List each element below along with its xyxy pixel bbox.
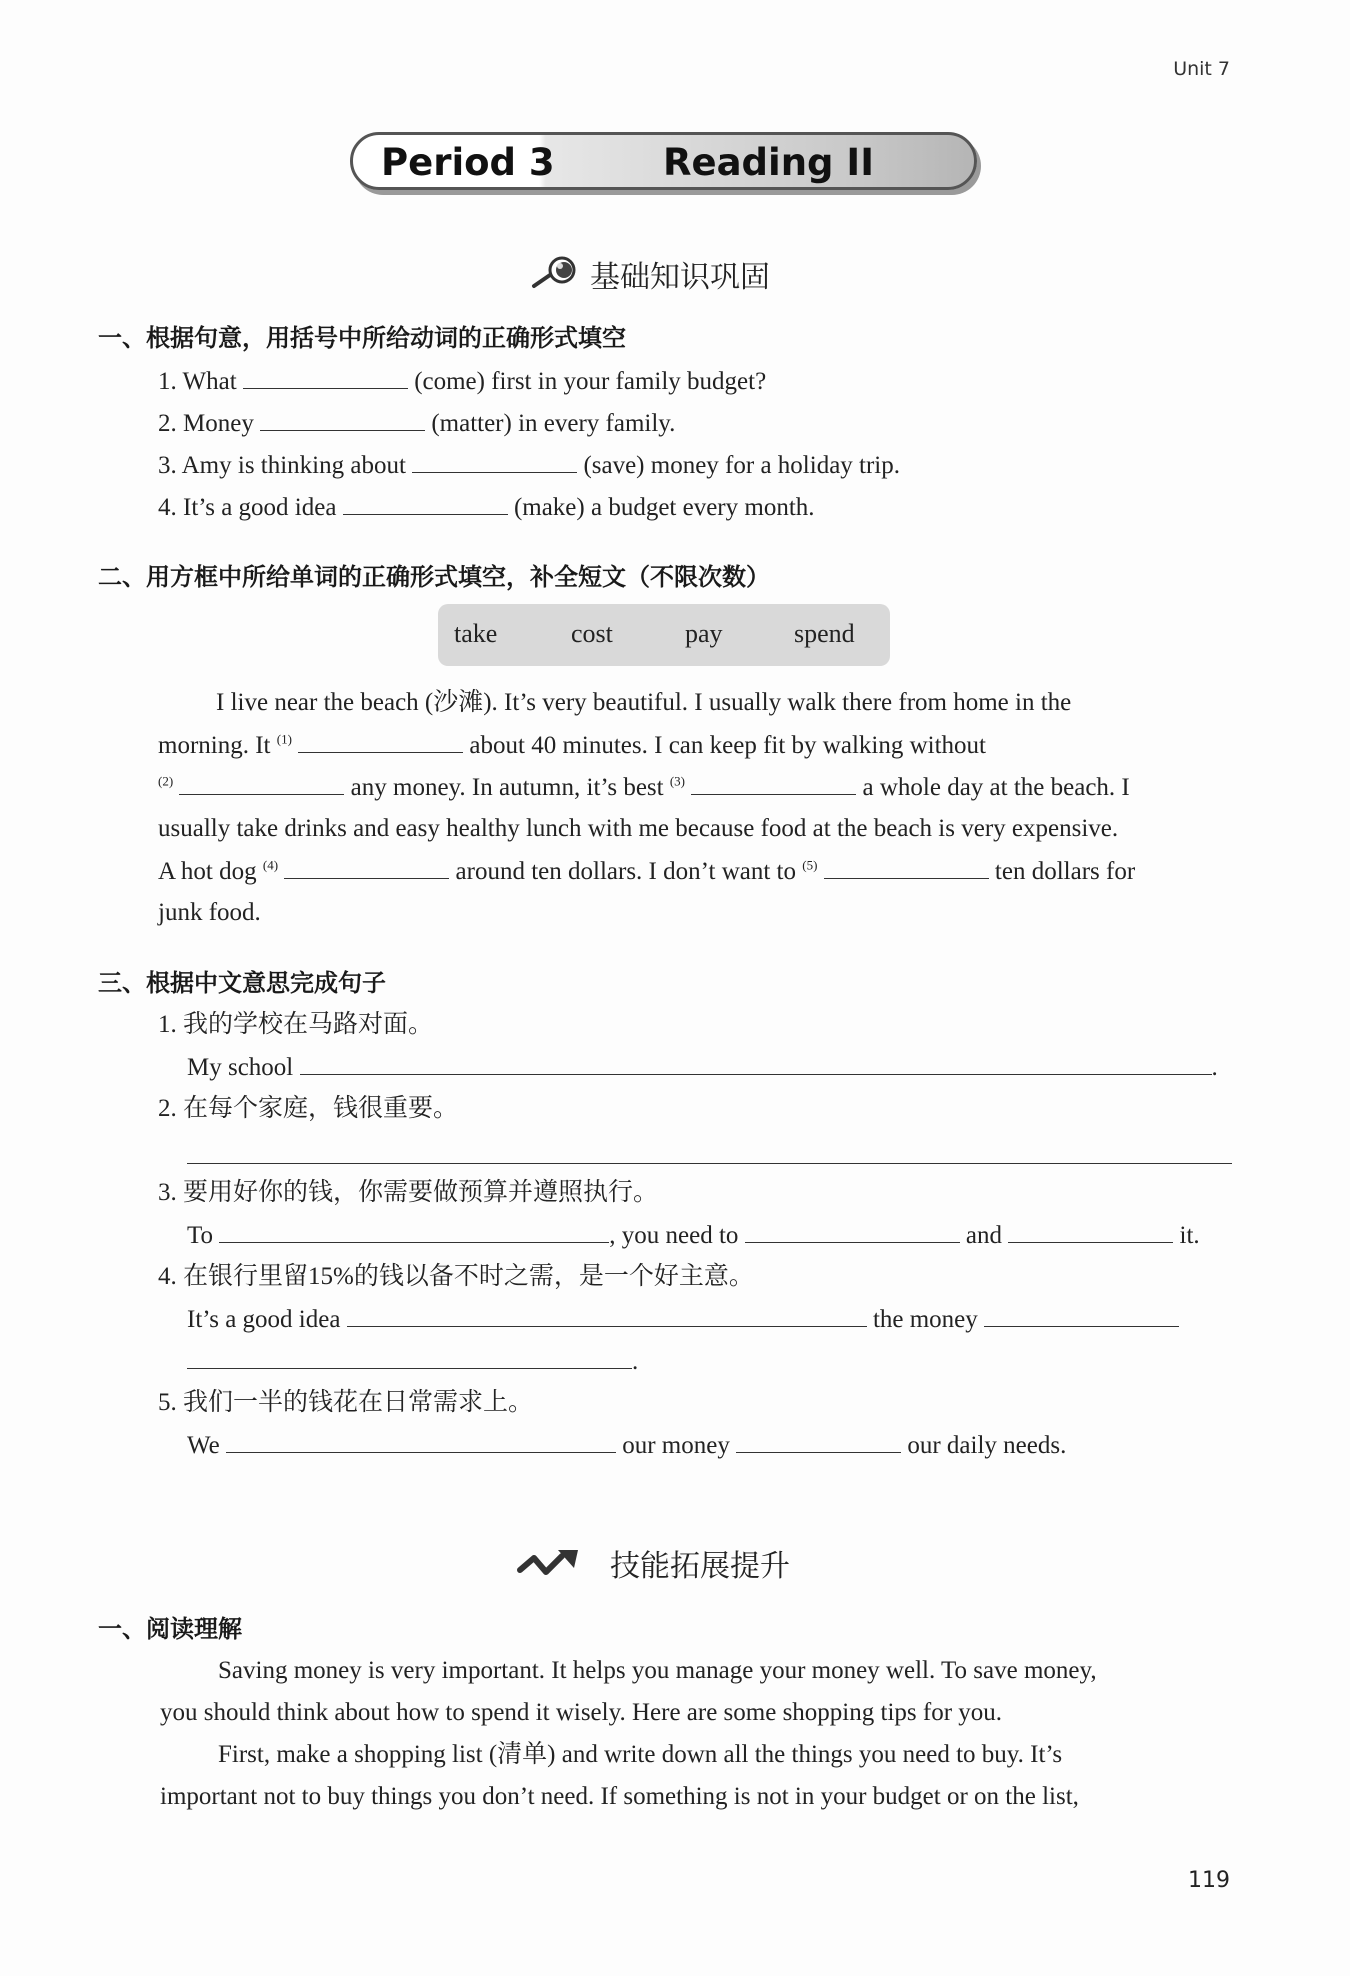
part-label-reading: 一、阅读理解 [98, 1615, 242, 1643]
chinese-prompt: 1. 我的学校在马路对面。 [158, 1011, 434, 1038]
answer-blank[interactable] [300, 1054, 1212, 1075]
reading-line: Saving money is very important. It helps you manage your money well. To save money, [218, 1657, 1097, 1684]
passage-line: $^{(2)}$ any money. In autumn, it’s best $^{(3)}$ a whole day at the beach. I [158, 773, 1130, 801]
blank-number: (3) [669, 773, 686, 789]
item-prefix: 2. Money [158, 410, 254, 437]
answer-line: We our money our daily needs. [187, 1432, 1067, 1459]
answer-blank[interactable] [824, 858, 989, 879]
item-suffix: (matter) in every family. [431, 410, 676, 437]
word-box-item: spend [794, 619, 855, 648]
answer-line: My school . [187, 1054, 1218, 1081]
answer-line: . [187, 1348, 638, 1374]
item-suffix: (come) first in your family budget? [414, 368, 767, 395]
part-label-translation: 三、根据中文意思完成句子 [98, 969, 386, 997]
reading-line: important not to buy things you don’t need. If something is not in your budget or on the list, [160, 1783, 1079, 1810]
word-box-item: cost [571, 619, 613, 648]
blank-number: (2) [158, 773, 174, 789]
answer-blank[interactable] [347, 1306, 867, 1327]
page-number: 119 [1188, 1868, 1230, 1893]
answer-blank[interactable] [243, 368, 408, 389]
passage-line: junk food. [158, 899, 261, 926]
answer-blank[interactable] [691, 774, 856, 795]
chinese-prompt: 3. 要用好你的钱，你需要做预算并遵照执行。 [158, 1179, 659, 1206]
answer-blank[interactable] [412, 452, 577, 473]
part-label-verb-forms: 一、根据句意，用括号中所给动词的正确形式填空 [98, 324, 626, 352]
passage-line: usually take drinks and easy healthy lunch with me because food at the beach is very expensive. [158, 815, 1119, 842]
lesson-title: Reading II [663, 141, 874, 184]
part-label-word-box: 二、用方框中所给单词的正确形式填空，补全短文（不限次数） [98, 563, 770, 591]
blank-number: (4) [262, 857, 279, 873]
answer-blank[interactable] [179, 774, 344, 795]
blank-number: (1) [276, 731, 292, 747]
trend-up-icon [516, 1546, 586, 1580]
magnifier-icon [530, 256, 580, 290]
answer-line: It’s a good idea the money [187, 1306, 1179, 1332]
blank-number: (5) [802, 857, 818, 873]
answer-blank[interactable] [284, 858, 449, 879]
exercise-item [158, 452, 900, 478]
answer-line: To , you need to and it. [187, 1222, 1200, 1249]
period-title-banner [350, 132, 977, 190]
answer-blank[interactable] [226, 1432, 616, 1453]
chinese-prompt: 4. 在银行里留15%的钱以备不时之需，是一个好主意。 [158, 1263, 754, 1290]
item-suffix: (save) money for a holiday trip. [583, 452, 901, 479]
passage-line: morning. It $^{(1)}$ about 40 minutes. I can keep fit by walking without [158, 731, 986, 759]
answer-blank[interactable] [736, 1432, 901, 1453]
answer-blank[interactable] [187, 1163, 1232, 1164]
item-prefix: 1. What [158, 368, 237, 395]
answer-blank[interactable] [187, 1348, 632, 1369]
item-prefix: 3. Amy is thinking about [158, 452, 406, 479]
answer-blank[interactable] [343, 494, 508, 515]
passage-line: I live near the beach (沙滩). It’s very beautiful. I usually walk there from home in the [216, 689, 1072, 716]
section-heading-basics: 基础知识巩固 [590, 260, 770, 295]
reading-line: First, make a shopping list (清单) and write down all the things you need to buy. It’s [218, 1741, 1063, 1768]
exercise-item [158, 368, 766, 394]
chinese-prompt: 5. 我们一半的钱花在日常需求上。 [158, 1389, 534, 1416]
word-box [438, 604, 890, 666]
word-box-item: take [454, 619, 498, 648]
item-prefix: 4. It’s a good idea [158, 494, 337, 521]
exercise-item [158, 494, 815, 520]
passage-line: A hot dog $^{(4)}$ around ten dollars. I don’t want to $^{(5)}$ ten dollars for [158, 857, 1136, 885]
answer-blank[interactable] [1008, 1222, 1173, 1243]
answer-blank[interactable] [260, 410, 425, 431]
answer-blank[interactable] [984, 1306, 1179, 1327]
reading-line: you should think about how to spend it wisely. Here are some shopping tips for you. [160, 1699, 1003, 1726]
unit-label: Unit 7 [1173, 58, 1230, 80]
word-box-item: pay [685, 619, 723, 648]
answer-blank[interactable] [745, 1222, 960, 1243]
answer-blank[interactable] [219, 1222, 609, 1243]
item-suffix: (make) a budget every month. [513, 494, 815, 521]
answer-blank[interactable] [298, 732, 463, 753]
section-heading-skills: 技能拓展提升 [610, 1549, 790, 1584]
exercise-item [158, 410, 675, 436]
period-label: Period 3 [381, 141, 555, 184]
chinese-prompt: 2. 在每个家庭，钱很重要。 [158, 1095, 459, 1122]
